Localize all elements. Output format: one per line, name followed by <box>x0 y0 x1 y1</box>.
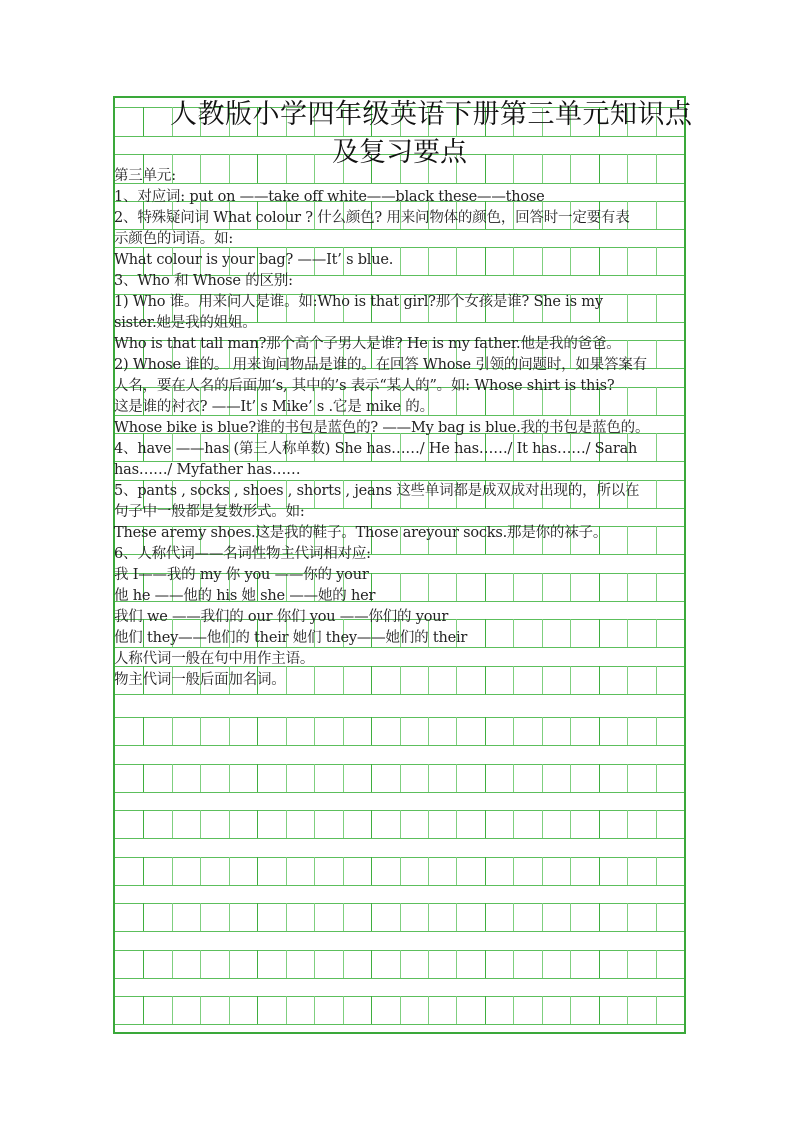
grid-cell-row <box>115 764 684 792</box>
grid-line <box>570 950 571 978</box>
grid-line <box>257 764 258 792</box>
grid-line <box>513 950 514 978</box>
grid-line <box>485 619 486 647</box>
grid-line <box>627 857 628 885</box>
grid-line <box>656 526 657 554</box>
grid-line <box>627 387 628 415</box>
point-3-whose-answer: 这是谁的衬衣? ——It’ s Mike’ s .它是 mike 的。 <box>114 399 434 415</box>
grid-line <box>343 950 344 978</box>
grid-line <box>599 996 600 1024</box>
grid-line <box>343 666 344 694</box>
grid-line <box>456 717 457 745</box>
grid-line <box>570 857 571 885</box>
grid-line <box>143 950 144 978</box>
grid-line <box>172 857 173 885</box>
pronoun-row-they: 他们 they——他们的 their 她们 they——她们的 their <box>114 630 468 646</box>
grid-line <box>371 666 372 694</box>
grid-line <box>428 857 429 885</box>
grid-line <box>200 717 201 745</box>
grid-line <box>542 857 543 885</box>
grid-line <box>400 764 401 792</box>
grid-cell-row <box>115 996 684 1024</box>
grid-line <box>570 666 571 694</box>
pronoun-row-we-you: 我们 we ——我们的 our 你们 you ——你们的 your <box>114 609 449 625</box>
grid-line <box>485 764 486 792</box>
grid-line <box>371 810 372 838</box>
grid-line <box>314 717 315 745</box>
grid-line <box>428 666 429 694</box>
grid-line <box>485 247 486 275</box>
grid-line <box>400 950 401 978</box>
point-1-antonyms: 1、对应词: put on ——take off white——black these——those <box>114 189 545 205</box>
grid-line <box>627 247 628 275</box>
grid-line <box>542 903 543 931</box>
grid-line <box>513 903 514 931</box>
point-3-heading: 3、Who 和 Whose 的区别: <box>114 273 293 289</box>
grid-line <box>485 950 486 978</box>
grid-line <box>229 996 230 1024</box>
grid-line <box>456 247 457 275</box>
grid-line <box>599 247 600 275</box>
pronoun-row-he-she: 他 he ——他的 his 她 she ——她的 her <box>114 588 376 604</box>
grid-line <box>513 996 514 1024</box>
grid-line <box>599 764 600 792</box>
grid-line <box>428 903 429 931</box>
grid-line <box>570 903 571 931</box>
grid-line <box>143 857 144 885</box>
grid-line <box>115 838 684 839</box>
grid-line <box>656 573 657 601</box>
point-3-whose-continued: 人名，要在人名的后面加‘s, 其中的’s 表示“某人的”。如: Whose shirt is this? <box>114 378 615 394</box>
grid-line <box>542 950 543 978</box>
grid-line <box>314 903 315 931</box>
grid-line <box>485 996 486 1024</box>
grid-line <box>428 764 429 792</box>
grid-line <box>513 666 514 694</box>
grid-line <box>229 950 230 978</box>
grid-line <box>485 810 486 838</box>
grid-line <box>229 717 230 745</box>
grid-line <box>513 573 514 601</box>
grid-line <box>143 107 144 136</box>
grid-line <box>286 764 287 792</box>
point-3-who-continued: sister.她是我的姐姐。 <box>114 315 257 331</box>
grid-line <box>513 619 514 647</box>
grid-cell-row <box>115 950 684 978</box>
grid-line <box>542 764 543 792</box>
grid-line <box>599 717 600 745</box>
grid-line <box>400 666 401 694</box>
pronoun-row-i-you: 我 I——我的 my 你 you ——你的 your <box>114 567 369 583</box>
grid-line <box>542 996 543 1024</box>
grid-line <box>314 950 315 978</box>
grid-line <box>314 666 315 694</box>
grid-line <box>115 792 684 793</box>
grid-line <box>656 387 657 415</box>
grid-line <box>627 764 628 792</box>
grid-line <box>400 247 401 275</box>
grid-line <box>286 903 287 931</box>
grid-line <box>371 717 372 745</box>
grid-line <box>286 810 287 838</box>
grid-line <box>257 903 258 931</box>
grid-line <box>200 950 201 978</box>
grid-line <box>456 996 457 1024</box>
grid-cell-row <box>115 903 684 931</box>
grid-line <box>656 903 657 931</box>
grid-line <box>570 996 571 1024</box>
grid-line <box>286 717 287 745</box>
grid-line <box>656 950 657 978</box>
section-heading: 第三单元: <box>114 168 176 184</box>
grid-line <box>627 294 628 322</box>
grid-line <box>314 996 315 1024</box>
grid-line <box>456 810 457 838</box>
grid-line <box>656 857 657 885</box>
grid-line <box>570 619 571 647</box>
grid-line <box>513 810 514 838</box>
grid-line <box>400 903 401 931</box>
grid-line <box>200 903 201 931</box>
grid-line <box>513 857 514 885</box>
point-5-example: These aremy shoes.这是我的鞋子。Those areyour socks.那是你的袜子。 <box>114 525 608 541</box>
grid-line <box>428 717 429 745</box>
grid-line <box>343 996 344 1024</box>
point-5-continued: 句子中一般都是复数形式。如: <box>114 504 305 520</box>
grid-line <box>456 857 457 885</box>
grid-line <box>200 810 201 838</box>
grid-line <box>143 717 144 745</box>
grid-line <box>456 573 457 601</box>
grid-line <box>599 573 600 601</box>
grid-line <box>400 996 401 1024</box>
grid-line <box>200 764 201 792</box>
grid-line <box>343 764 344 792</box>
grid-line <box>400 573 401 601</box>
grid-line <box>542 247 543 275</box>
grid-line <box>485 573 486 601</box>
grid-line <box>513 764 514 792</box>
grid-line <box>656 810 657 838</box>
grid-line <box>599 903 600 931</box>
grid-line <box>485 666 486 694</box>
grid-line <box>143 996 144 1024</box>
grid-line <box>599 619 600 647</box>
grid-line <box>627 573 628 601</box>
grid-line <box>343 857 344 885</box>
point-4-have-has: 4、have ——has (第三人称单数) She has……/ He has……/ It has……/ Sarah <box>114 441 638 457</box>
grid-line <box>143 764 144 792</box>
grid-line <box>257 996 258 1024</box>
grid-line <box>456 903 457 931</box>
grid-line <box>627 666 628 694</box>
grid-line <box>627 903 628 931</box>
grid-cell-row <box>115 857 684 885</box>
grid-line <box>570 247 571 275</box>
grid-line <box>257 717 258 745</box>
grid-line <box>229 764 230 792</box>
grid-line <box>200 996 201 1024</box>
grid-line <box>627 526 628 554</box>
grid-line <box>314 857 315 885</box>
grid-line <box>115 885 684 886</box>
grid-line <box>656 480 657 508</box>
grid-line <box>570 810 571 838</box>
grid-line <box>115 1024 684 1025</box>
grid-line <box>428 950 429 978</box>
grid-line <box>485 717 486 745</box>
grid-line <box>599 950 600 978</box>
point-3-who: 1) Who 谁。用来问人是谁。如:Who is that girl?那个女孩是谁? She is my <box>114 294 603 310</box>
grid-line <box>627 810 628 838</box>
grid-line <box>371 764 372 792</box>
grid-line <box>257 950 258 978</box>
grid-line <box>257 810 258 838</box>
grid-line <box>627 717 628 745</box>
grid-line <box>229 903 230 931</box>
grid-line <box>115 694 684 695</box>
grid-cell-row <box>115 717 684 745</box>
grid-line <box>485 903 486 931</box>
grid-line <box>115 183 684 184</box>
grid-line <box>656 433 657 461</box>
grid-line <box>286 950 287 978</box>
grid-line <box>570 717 571 745</box>
grid-line <box>115 745 684 746</box>
grid-line <box>656 247 657 275</box>
grid-line <box>513 247 514 275</box>
grid-line <box>314 764 315 792</box>
grid-line <box>172 810 173 838</box>
grid-line <box>599 810 600 838</box>
grid-line <box>542 717 543 745</box>
grid-cell-row <box>115 810 684 838</box>
document-title-line1: 人教版小学四年级英语下册第三单元知识点 <box>170 99 693 130</box>
grid-line <box>627 950 628 978</box>
grid-line <box>456 950 457 978</box>
grid-line <box>143 903 144 931</box>
grid-line <box>599 857 600 885</box>
document-title-line2: 及复习要点 <box>332 137 467 168</box>
grid-line <box>286 857 287 885</box>
grid-line <box>656 201 657 229</box>
grid-line <box>656 717 657 745</box>
grid-line <box>656 619 657 647</box>
grid-line <box>627 996 628 1024</box>
grid-line <box>343 810 344 838</box>
point-2-continued: 示颜色的词语。如: <box>114 231 234 247</box>
grid-line <box>428 996 429 1024</box>
grid-line <box>172 950 173 978</box>
point-4-continued: has……/ Myfather has…… <box>114 462 301 478</box>
grid-line <box>656 666 657 694</box>
grid-line <box>627 619 628 647</box>
grid-line <box>115 931 684 932</box>
point-3-whose: 2) Whose 谁的。 用来询问物品是谁的。在回答 Whose 引领的问题时，如果答案有 <box>114 357 647 373</box>
grid-line <box>542 810 543 838</box>
grid-line <box>428 810 429 838</box>
grid-line <box>115 978 684 979</box>
grid-line <box>371 903 372 931</box>
grid-line <box>343 903 344 931</box>
grid-line <box>485 857 486 885</box>
grid-line <box>343 717 344 745</box>
grid-line <box>400 717 401 745</box>
note-possessive-pronouns: 物主代词一般后面加名词。 <box>114 672 286 688</box>
grid-line <box>428 573 429 601</box>
grid-line <box>656 764 657 792</box>
grid-line <box>371 996 372 1024</box>
grid-line <box>656 996 657 1024</box>
note-subject-pronouns: 人称代词一般在句中用作主语。 <box>114 651 315 667</box>
grid-line <box>542 666 543 694</box>
grid-line <box>229 857 230 885</box>
point-2-example: What colour is your bag? ——It’ s blue. <box>114 252 394 268</box>
grid-line <box>542 619 543 647</box>
grid-line <box>314 810 315 838</box>
grid-line <box>542 573 543 601</box>
point-2-what-colour: 2、特殊疑问词 What colour ? 什么颜色? 用来问物体的颜色，回答时一定要有表 <box>114 210 630 226</box>
grid-line <box>428 247 429 275</box>
grid-line <box>229 810 230 838</box>
grid-line <box>456 666 457 694</box>
grid-line <box>257 857 258 885</box>
grid-line <box>400 857 401 885</box>
grid-line <box>286 996 287 1024</box>
grid-line <box>371 857 372 885</box>
grid-line <box>143 810 144 838</box>
grid-line <box>172 717 173 745</box>
grid-line <box>456 764 457 792</box>
grid-line <box>656 294 657 322</box>
grid-line <box>400 810 401 838</box>
grid-line <box>172 764 173 792</box>
grid-line <box>371 950 372 978</box>
grid-line <box>200 857 201 885</box>
grid-line <box>570 573 571 601</box>
grid-line <box>172 903 173 931</box>
point-5-plurals: 5、pants , socks , shoes , shorts , jeans 这些单词都是成双成对出现的，所以在 <box>114 483 640 499</box>
point-6-heading: 6、人称代词——名词性物主代词相对应: <box>114 546 371 562</box>
point-3-who-example: Who is that tall man?那个高个子男人是谁? He is my father.他是我的爸爸。 <box>114 336 621 352</box>
grid-line <box>570 764 571 792</box>
grid-line <box>599 666 600 694</box>
grid-line <box>513 717 514 745</box>
point-3-whose-example: Whose bike is blue?谁的书包是蓝色的? ——My bag is blue.我的书包是蓝色的。 <box>114 420 650 436</box>
grid-line <box>656 340 657 368</box>
grid-line <box>172 996 173 1024</box>
